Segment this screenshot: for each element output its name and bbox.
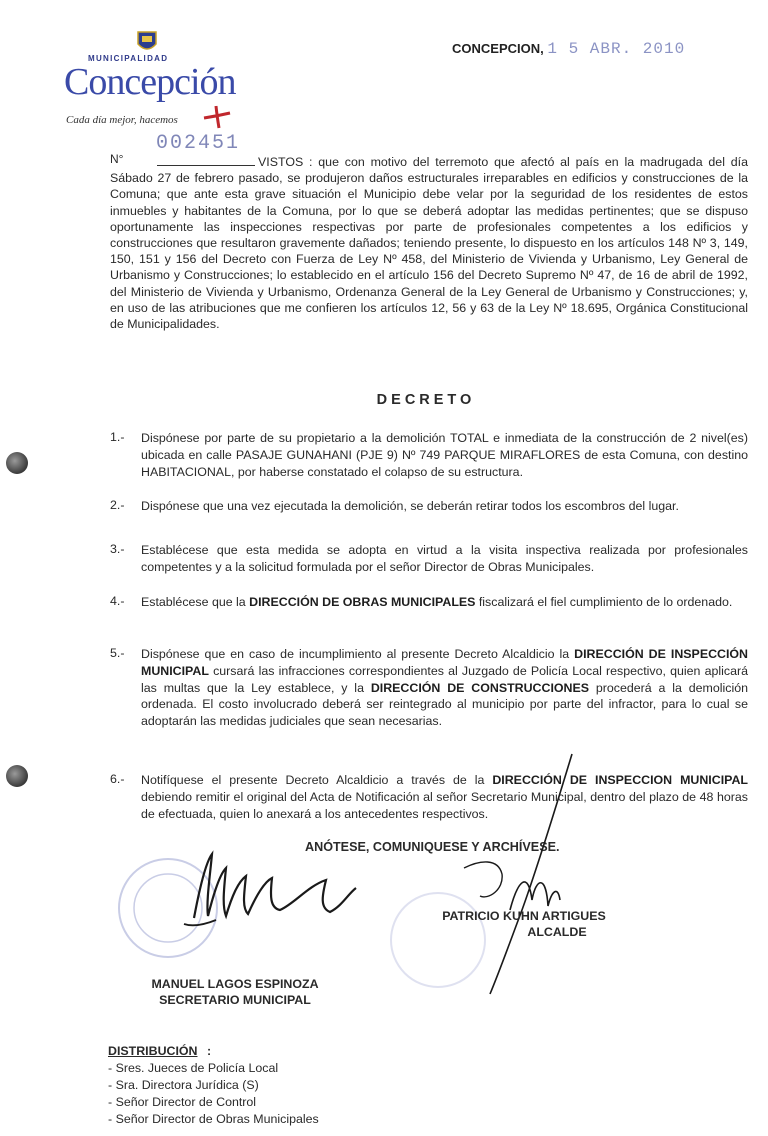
item-text-part: fiscalizará el fiel cumplimiento de lo ordenado. xyxy=(475,595,733,609)
decree-item-4 xyxy=(141,594,748,611)
decree-number-value: 002451 xyxy=(156,132,241,155)
item-number: 2.- xyxy=(110,498,125,512)
item-text-part: debiendo remitir el original del Acta de Notificación al señor Secretario Municipal, dentro del plazo de 48 horas de efectuada, quien lo anexará a los antecedentes respectivos. xyxy=(141,789,748,821)
decreto-heading: DECRETO xyxy=(376,392,476,408)
hole-punch-bottom xyxy=(6,765,28,787)
list-item: - Sres. Jueces de Policía Local xyxy=(108,1061,279,1075)
logo-top-text: MUNICIPALIDAD xyxy=(88,54,169,63)
mayor-signature xyxy=(440,750,590,1000)
item-number: 4.- xyxy=(110,594,125,608)
item-text-bold: DIRECCIÓN DE INSPECCIÓN MUNICIPAL xyxy=(141,647,749,678)
mayor-name: PATRICIO KUHN ARTIGUES xyxy=(442,909,606,923)
closing-formula: ANÓTESE, COMUNIQUESE Y ARCHÍVESE. xyxy=(305,840,560,854)
decree-item-1 xyxy=(141,430,748,480)
logo-name: Concepción xyxy=(64,61,236,103)
place: CONCEPCION, xyxy=(452,41,544,56)
item-number: 6.- xyxy=(110,772,125,786)
coat-of-arms-icon xyxy=(136,30,158,54)
item-text-part: cursará las infracciones correspondientes al Juzgado de Policía Local respectivo, quien aplicará las multas que la Ley establece, y la xyxy=(141,663,748,695)
item-text-part: Notifíquese el presente Decreto Alcaldicio a través de la xyxy=(141,773,493,787)
secretary-signature xyxy=(176,846,366,932)
decree-item-2 xyxy=(141,498,748,515)
item-text-part: procederá a la demolición ordenada. El costo involucrado deberá ser reintegrado al municipio por parte del infractor, para lo cual se adoptarán las medidas judiciales que sean necesarias. xyxy=(141,680,749,729)
decree-item-3 xyxy=(141,542,748,576)
decree-number-label: N° xyxy=(110,152,124,166)
place-date xyxy=(452,40,685,58)
item-text-part: Dispónese que una vez ejecutada la demolición, se deberán retirar todos los escombros del lugar. xyxy=(141,499,679,513)
decree-item-5 xyxy=(141,646,748,730)
item-text-part: Establécese que la xyxy=(141,595,250,609)
item-text-part: Dispónese por parte de su propietario a la demolición TOTAL e inmediata de la construcción de 2 nivel(es) ubicada en calle PASAJE GUNAHANI (PJE 9) Nº 749 PARQUE MIRAFLORES de esta Comuna, con destino HABITACIONAL, por haberse constatado el colapso de su estructura. xyxy=(141,431,748,479)
municipality-logo xyxy=(62,30,242,140)
item-number: 3.- xyxy=(110,542,125,556)
secretary-name: MANUEL LAGOS ESPINOZA xyxy=(151,977,319,991)
list-item: - Señor Director de Control xyxy=(108,1095,257,1109)
item-text-bold: DIRECCIÓN DE OBRAS MUNICIPALES xyxy=(249,595,476,609)
item-text-bold: DIRECCIÓN DE INSPECCION MUNICIPAL xyxy=(492,773,749,787)
hole-punch-top xyxy=(6,452,28,474)
distribution-colon: : xyxy=(207,1044,212,1058)
list-item: - Señor Director de Obras Municipales xyxy=(108,1112,319,1126)
mayor-block xyxy=(430,908,618,940)
distribution-list xyxy=(108,1060,319,1128)
item-number: 1.- xyxy=(110,430,125,444)
secretary-title: SECRETARIO MUNICIPAL xyxy=(159,993,311,1007)
item-text-bold: DIRECCIÓN DE CONSTRUCCIONES xyxy=(370,680,590,695)
item-number: 5.- xyxy=(110,646,125,660)
list-item: - Sra. Directora Jurídica (S) xyxy=(108,1078,259,1092)
distribution-title: DISTRIBUCIÓN xyxy=(108,1044,198,1058)
red-cross-icon xyxy=(202,104,232,130)
item-text-part: Establécese que esta medida se adopta en virtud a la visita inspectiva realizada por profesionales competentes y a la solicitud formulada por el señor Director de Obras Municipales. xyxy=(141,543,748,574)
item-text-part: Dispónese que en caso de incumplimiento al presente Decreto Alcaldicio la xyxy=(141,647,575,661)
date-stamp: 1 5 ABR. 2010 xyxy=(547,40,686,58)
mayor-title: ALCALDE xyxy=(527,925,587,939)
logo-tagline: Cada día mejor, hacemos xyxy=(66,114,178,126)
vistos-paragraph: VISTOS : que con motivo del terremoto que afectó al país en la madrugada del día Sábado 27 de febrero pasado, se produjeron daños estructurales irreparables en edificios y construcciones de la Comuna; que ante esta grave situación el Municipio debe velar por la seguridad de los residentes de estos inmuebles y habitantes de la Comuna, por lo que se deberá adoptar las medidas pertinentes; que se dispuso oportunamente las inspecciones respectivas por parte de profesionales competentes a los edificios y construcciones que resultaron gravemente dañados; teniendo presente, lo dispuesto en los artículos 148 Nº 3, 149, 150, 151 y 156 del Decreto con Fuerza de Ley Nº 458, del Ministerio de Vivienda y Urbanismo, Ley General de Urbanismo y Construcciones; lo establecido en el artículo 156 del Decreto Supremo Nº 47, de 16 de abril de 1992, del Ministerio de Vivienda y Urbanismo, Ordenanza General de la Ley General de Urbanismo y Construcciones; y, en uso de las atribuciones que me confieren los artículos 12, 56 y 63 de la Ley Nº 18.695, Orgánica Constitucional de Municipalidades. xyxy=(110,155,748,332)
secretary-block xyxy=(130,976,340,1008)
